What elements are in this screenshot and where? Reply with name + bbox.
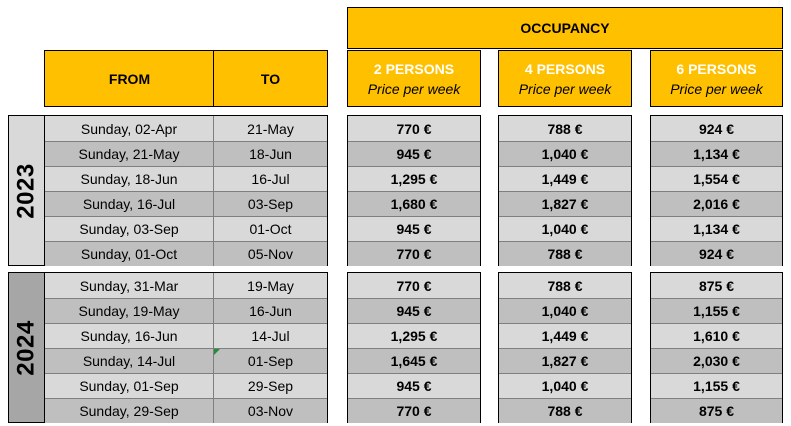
from-cell: Sunday, 16-Jun — [45, 324, 214, 348]
price-cell: 1,610 € — [693, 328, 740, 344]
dates-block-2023 — [44, 115, 328, 266]
price-row — [651, 216, 782, 241]
persons-4-title: 4 PERSONS — [524, 60, 606, 77]
from-cell: Sunday, 19-May — [45, 299, 214, 323]
price-2-block-2023 — [347, 115, 481, 266]
to-cell — [214, 399, 327, 423]
price-cell: 770 € — [396, 120, 432, 137]
price-row — [499, 141, 631, 166]
price-row — [499, 373, 631, 398]
dates-block-2024 — [44, 272, 328, 423]
from-cell: Sunday, 16-Jul — [45, 192, 214, 216]
price-cell: 945 € — [396, 146, 432, 162]
price-cell: 1,680 € — [390, 196, 438, 212]
price-cell: 1,155 € — [693, 378, 740, 394]
price-cell: 770 € — [396, 277, 432, 294]
to-cell — [214, 299, 327, 323]
price-cell: 788 € — [547, 246, 583, 262]
from-cell: Sunday, 01-Sep — [45, 374, 214, 398]
price-row — [348, 191, 480, 216]
price-row — [499, 216, 631, 241]
to-cell — [214, 273, 327, 298]
persons-6-subtitle: Price per week — [670, 80, 763, 97]
to-cell-text: 29-Sep — [247, 378, 294, 394]
price-4-block-2024 — [498, 272, 632, 423]
price-4-block-2023 — [498, 115, 632, 266]
date-row — [45, 141, 327, 166]
to-cell-text: 18-Jun — [249, 146, 292, 162]
price-row — [651, 373, 782, 398]
price-row — [651, 298, 782, 323]
to-cell — [214, 142, 327, 166]
to-cell-text: 01-Oct — [249, 221, 292, 237]
to-cell-text: 21-May — [247, 120, 294, 137]
from-cell: Sunday, 02-Apr — [45, 116, 214, 141]
price-cell: 945 € — [396, 221, 432, 237]
to-cell-text: 16-Jul — [251, 171, 290, 187]
date-row — [45, 191, 327, 216]
price-row — [499, 298, 631, 323]
date-row — [45, 298, 327, 323]
price-row — [348, 116, 480, 141]
to-cell — [214, 192, 327, 216]
persons-6-title: 6 PERSONS — [676, 60, 757, 77]
to-cell-text: 16-Jun — [249, 303, 292, 319]
to-cell — [214, 167, 327, 191]
date-row — [45, 273, 327, 298]
from-cell: Sunday, 03-Sep — [45, 217, 214, 241]
date-row — [45, 166, 327, 191]
price-cell: 1,827 € — [541, 353, 589, 369]
price-row — [499, 191, 631, 216]
price-cell: 770 € — [396, 403, 432, 419]
price-cell: 2,030 € — [693, 353, 740, 369]
to-cell — [214, 217, 327, 241]
price-row — [499, 398, 631, 423]
price-row — [348, 273, 480, 298]
price-row — [348, 166, 480, 191]
date-row — [45, 348, 327, 373]
price-row — [348, 348, 480, 373]
persons-6-header — [650, 50, 783, 107]
price-row — [499, 273, 631, 298]
price-cell: 1,040 € — [541, 378, 589, 394]
to-cell-text: 03-Sep — [247, 196, 294, 212]
price-6-block-2024 — [650, 272, 783, 423]
to-cell-text: 19-May — [247, 277, 294, 294]
price-row — [651, 323, 782, 348]
price-6-block-2023 — [650, 115, 783, 266]
price-cell: 1,155 € — [693, 303, 740, 319]
to-cell-text: 14-Jul — [251, 328, 290, 344]
price-cell: 770 € — [396, 246, 432, 262]
price-cell: 1,134 € — [693, 221, 740, 237]
from-cell: Sunday, 18-Jun — [45, 167, 214, 191]
price-2-block-2024 — [347, 272, 481, 423]
price-row — [651, 241, 782, 266]
date-row — [45, 216, 327, 241]
price-row — [651, 398, 782, 423]
from-cell: Sunday, 21-May — [45, 142, 214, 166]
comment-indicator-icon — [214, 349, 220, 355]
price-row — [499, 116, 631, 141]
to-cell — [214, 349, 327, 373]
to-header-label: TO — [260, 70, 281, 87]
price-cell: 945 € — [396, 378, 432, 394]
date-row — [45, 241, 327, 266]
persons-4-header — [498, 50, 632, 107]
from-header — [44, 50, 215, 107]
price-row — [651, 116, 782, 141]
price-cell: 788 € — [547, 277, 583, 294]
price-cell: 788 € — [547, 403, 583, 419]
persons-2-title: 2 PERSONS — [373, 60, 455, 77]
price-cell: 1,040 € — [541, 146, 589, 162]
year-text-2024: 2024 — [12, 319, 40, 376]
price-cell: 945 € — [396, 303, 432, 319]
to-cell-text: 01-Sep — [247, 353, 294, 369]
price-cell: 1,134 € — [693, 146, 740, 162]
price-row — [499, 166, 631, 191]
price-cell: 1,295 € — [390, 171, 438, 187]
from-cell: Sunday, 14-Jul — [45, 349, 214, 373]
to-cell-text: 03-Nov — [247, 403, 294, 419]
price-row — [651, 141, 782, 166]
price-row — [651, 166, 782, 191]
price-row — [348, 398, 480, 423]
date-row — [45, 323, 327, 348]
price-cell: 1,449 € — [541, 328, 589, 344]
price-row — [348, 373, 480, 398]
price-row — [499, 323, 631, 348]
price-cell: 2,016 € — [693, 196, 740, 212]
persons-2-header — [347, 50, 481, 107]
price-row — [651, 191, 782, 216]
to-cell — [214, 116, 327, 141]
price-row — [348, 141, 480, 166]
price-row — [651, 348, 782, 373]
price-cell: 1,449 € — [541, 171, 589, 187]
price-row — [651, 273, 782, 298]
persons-4-subtitle: Price per week — [518, 80, 612, 97]
price-cell: 788 € — [547, 120, 583, 137]
price-row — [348, 216, 480, 241]
date-row — [45, 398, 327, 423]
from-cell: Sunday, 29-Sep — [45, 399, 214, 423]
to-cell — [214, 324, 327, 348]
to-header — [213, 50, 328, 107]
date-row — [45, 373, 327, 398]
from-cell: Sunday, 31-Mar — [45, 273, 214, 298]
price-cell: 875 € — [698, 403, 735, 419]
to-cell-text: 05-Nov — [247, 246, 294, 262]
price-cell: 875 € — [698, 277, 735, 294]
price-cell: 1,040 € — [541, 221, 589, 237]
price-row — [348, 323, 480, 348]
year-text-2023: 2023 — [12, 162, 40, 219]
price-cell: 924 € — [698, 120, 735, 137]
persons-2-subtitle: Price per week — [367, 80, 461, 97]
price-cell: 1,295 € — [390, 328, 438, 344]
price-row — [499, 348, 631, 373]
price-cell: 1,040 € — [541, 303, 589, 319]
price-row — [499, 241, 631, 266]
year-label-2024 — [8, 272, 45, 423]
price-cell: 924 € — [698, 246, 735, 262]
price-cell: 1,827 € — [541, 196, 589, 212]
occupancy-title: OCCUPANCY — [520, 20, 610, 36]
to-cell — [214, 242, 327, 266]
price-cell: 1,645 € — [390, 353, 438, 369]
price-row — [348, 298, 480, 323]
price-cell: 1,554 € — [693, 171, 740, 187]
from-cell: Sunday, 01-Oct — [45, 242, 214, 266]
to-cell — [214, 374, 327, 398]
date-row — [45, 116, 327, 141]
year-label-2023 — [8, 115, 45, 266]
price-row — [348, 241, 480, 266]
from-header-label: FROM — [108, 70, 151, 87]
occupancy-header — [347, 7, 783, 49]
